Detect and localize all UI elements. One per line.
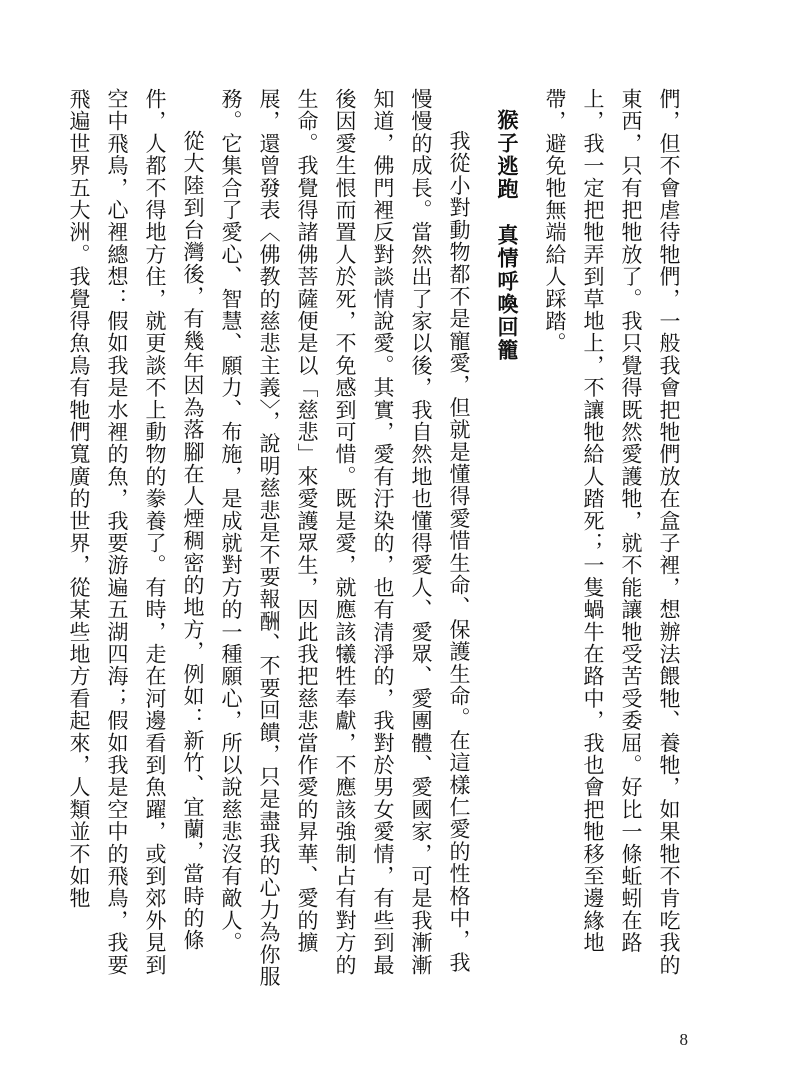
paragraph: 從大陸到台灣後，有幾年因為落腳在人煙稠密的地方，例如：新竹、宜蘭，當時的條件，人都不得地方住，就更談不上動物的豢養了。有時，走在河邊看到魚躍，或到郊外見到空中飛鳥，心裡總想：假如我是水裡的魚，我要游遍五湖四海；假如我是空中的飛鳥，我要飛遍世界五大洲。我覺得魚鳥有牠們寬廣的世界，從某些地方看起來，人類並不如牠 bbox=[67, 88, 205, 976]
paragraph-continued: 們，但不會虐待牠們，一般我會把牠們放在盒子裡，想辦法餵牠、養牠，如果牠不肯吃我的東西，只有把牠放了。我只覺得既然愛護牠，就不能讓牠受苦受委屈。好比一條蚯蚓在路上，我一定把牠弄到草地上，不讓牠給人踏死；一隻蝸牛在路中，我也會把牠移至邊緣地帶，避免牠無端給人踩踏。 bbox=[543, 88, 681, 976]
page-number: 8 bbox=[679, 1030, 688, 1049]
section-heading: 猴子逃跑 真情呼喚回籠 bbox=[495, 109, 520, 362]
paragraph: 我從小對動物都不是寵愛，但就是懂得愛惜生命、保護生命。在這樣仁愛的性格中，我慢慢的成長。當然出了家以後，我自然地也懂得愛人、愛眾、愛團體、愛國家，可是我漸漸知道，佛門裡反對談情說愛。其實，愛有汙染的，也有清淨的，我對於男女愛情，有些到最後因愛生恨而置人於死，不免感到可惜。既是愛，就應該犧牲奉獻，不應該強制占有對方的生命。我覺得諸佛菩薩便是以「慈悲」來愛護眾生，因此我把慈悲當作愛的昇華、愛的擴展，還曾發表〈佛教的慈悲主義〉，說明慈悲是不要報酬、不要回饋，只是盡我的心力為你服務。它集合了愛心、智慧、願力、布施，是成就對方的一種願心，所以說慈悲沒有敵人。 bbox=[219, 88, 471, 988]
vertical-text-body bbox=[67, 88, 688, 988]
